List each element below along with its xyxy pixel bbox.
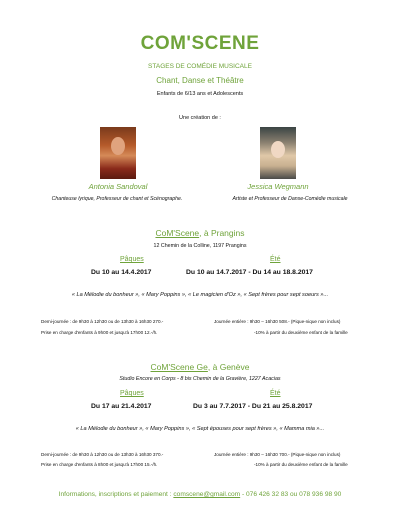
geneve-care: Prise en charge d'enfants à 8h00 et jusqu'à 17h00 15.-/h. <box>41 462 158 467</box>
subtitle: STAGES DE COMÉDIE MUSICALE <box>148 63 252 70</box>
geneve-season-easter: Pâques <box>120 390 144 397</box>
footer-label: Informations, inscriptions et paiement : <box>58 491 174 498</box>
tagline: Chant, Danse et Théâtre <box>156 76 244 85</box>
prangins-care: Prise en charge d'enfants à 9h00 et jusqu'à 17h00 12.-/h. <box>41 330 158 335</box>
prangins-season-easter: Pâques <box>120 256 144 263</box>
geneve-dates-summer: Du 3 au 7.7.2017 - Du 21 au 25.8.2017 <box>193 403 313 410</box>
geneve-title: CoM'Scene Ge, à Genève <box>150 362 250 372</box>
jessica-photo <box>260 127 296 179</box>
prangins-title: CoM'Scene, à Prangins <box>155 228 245 238</box>
prangins-fullday: Journée entière : 9h30 – 16h30 508.- (Pique-nique non inclus) <box>214 319 341 324</box>
antonia-photo <box>100 127 136 179</box>
prangins-halfday: Demi-journée : de 9h30 à 12h30 ou de 13h30 à 16h30 270.- <box>41 319 164 324</box>
prangins-dates-summer: Du 10 au 14.7.2017 - Du 14 au 18.8.2017 <box>186 269 313 276</box>
prangins-season-summer: Été <box>270 256 281 263</box>
footer <box>0 491 400 498</box>
prangins-shows: « La Mélodie du bonheur », « Mary Poppins », « Le magicien d'Oz », « Sept frères pour sept soeurs »... <box>71 292 329 298</box>
geneve-dates-easter: Du 17 au 21.4.2017 <box>91 403 152 410</box>
geneve-address: Studio Encore en Corps - 8 bis Chemin de la Gravière, 1227 Acacias <box>119 376 281 382</box>
antonia-role: Chanteuse lyrique, Professeur de chant et Scénographe. <box>51 196 183 202</box>
footer-phones: - 076 426 32 83 ou 078 936 98 90 <box>240 491 342 498</box>
prangins-address: 12 Chemin de la Colline, 1197 Prangins <box>153 243 247 249</box>
audience: Enfants de 6/13 ans et Adolescents <box>156 91 244 97</box>
geneve-halfday: Demi-journée : de 9h30 à 12h30 ou de 13h30 à 16h30 370.- <box>41 452 164 457</box>
geneve-season-summer: Été <box>270 390 281 397</box>
page-title: COM'SCENE <box>140 33 260 54</box>
creation-label: Une création de : <box>179 115 221 121</box>
footer-email-link[interactable]: comscene@gmail.com <box>173 491 241 498</box>
antonia-name: Antonia Sandoval <box>88 182 148 191</box>
geneve-shows: « La Mélodie du bonheur », « Mary Poppins », « Sept épouses pour sept frères », « Mamma mia »... <box>75 426 325 432</box>
jessica-name: Jessica Wegmann <box>247 182 309 191</box>
geneve-discount: -10% à partir du deuxième enfant de la famille <box>254 462 348 467</box>
jessica-role: Artiste et Professeur de Danse-Comédie musicale <box>232 196 348 202</box>
prangins-discount: -10% à partir du deuxième enfant de la famille <box>254 330 348 335</box>
geneve-fullday: Journée entière : 9h30 – 16h30 700.- (Pique-nique non inclus) <box>214 452 341 457</box>
prangins-dates-easter: Du 10 au 14.4.2017 <box>91 269 152 276</box>
